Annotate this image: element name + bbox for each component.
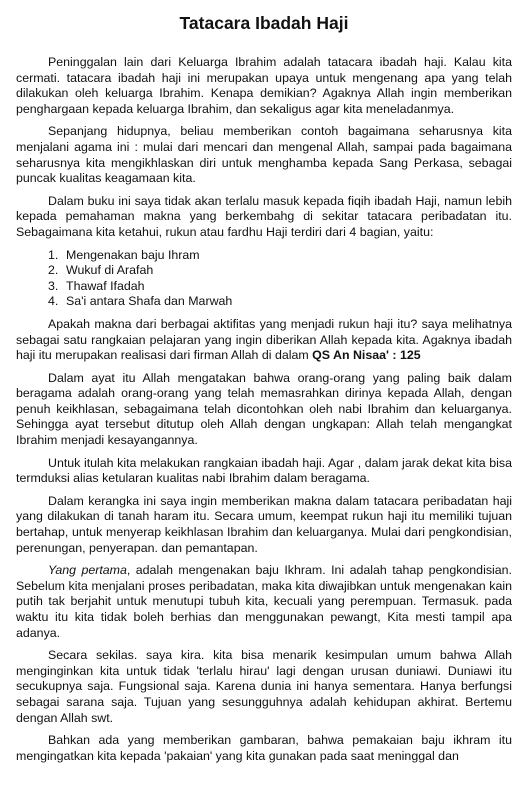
paragraph-verse-explanation: Dalam ayat itu Allah mengatakan bahwa orang-orang yang paling baik dalam beragama adalah orang-orang yang telah memasrahkan dirinya kepada Allah, dengan penuh keikhlasan, sebagaimana telah dicontohkan oleh nabi Ibrahim dan keluarganya. Sehingga ayat tersebut ditutup oleh Allah dengan ungkapan: Allah telah mengangkat Ibrahim menjadi kesayangannya. [16,370,512,448]
list-text: Sa'i antara Shafa dan Marwah [66,294,233,309]
list-text: Mengenakan baju Ihram [66,247,200,262]
list-item [16,294,512,310]
list-number: 4. [48,294,59,309]
list-number: 3. [48,278,59,293]
list-text: Wukuf di Arafah [66,263,154,278]
paragraph-conclusion: Secara sekilas. saya kira. kita bisa menarik kesimpulan umum bahwa Allah menginginkan kita untuk tidak 'terlalu hirau' lagi dengan urusan duniawi. Duniawi itu secukupnya saja. Fungsional saja. Karena dunia ini hanya sementara. Hanya berfungsi sebagai sarana saja. Tujuan yang sesungguhnya adalah kehidupan akhirat. Bertemu dengan Allah swt. [16,648,512,725]
paragraph-first-stage [16,563,512,641]
paragraph-meaning-text: Apakah makna dari berbagai aktifitas yang menjadi rukun haji itu? saya melihatnya sebagai satu rangkaian pelajaran yang ingin diberikan Allah kepada kita. Agaknya ibadah haji itu merupakan realisasi dari firman Allah di dalam [16,316,512,363]
page-title: Tatacara Ibadah Haji [179,13,349,33]
paragraph-framework: Dalam kerangka ini saya ingin memberikan makna dalam tatacara peribadatan haji yang dilakukan di tanah haram itu. Secara umum, keempat rukun haji itu memiliki tujuan bertahap, untuk menyerap keikhlasan Ibrahim dan keluarganya. Mulai dari pengkondisian, perenungan, penyerapan. dan pemantapan. [16,493,512,555]
list-text: Thawaf Ifadah [66,278,145,293]
quran-reference: QS An Nisaa' : 125 [312,348,421,363]
rukun-haji-list [16,248,512,310]
paragraph-meaning [16,317,512,364]
paragraph-book-scope: Dalam buku ini saya tidak akan terlalu masuk kepada fiqih ibadah Haji, namun lebih kepada pemahaman makna yang berkembahg di sekitar tatacara peribadatan itu. Sebagaimana kita ketahui, rukun atau fardhu Haji terdiri dari 4 bagian, yaitu: [16,193,512,239]
paragraph-intro: Peninggalan lain dari Keluarga Ibrahim adalah tatacara ibadah haji. Kalau kita cermati. tatacara ibadah haji ini merupakan upaya untuk mengenang apa yang telah dilakukan oleh keluarga Ibrahim. Kenapa demikian? Agaknya Allah ingin memberikan penghargaan kepada keluarga Ibrahim, dan sekaligus agar kita meneladanmya. [16,55,512,116]
list-item [16,248,512,264]
list-number: 2. [48,263,59,278]
paragraph-purpose: Untuk itulah kita melakukan rangkaian ibadah haji. Agar , dalam jarak dekat kita bisa termduksi alias ketularan kualitas nabi Ibrahim dalam beragama. [16,455,512,486]
list-item [16,279,512,295]
list-number: 1. [48,247,59,262]
paragraph-ihram-meaning: Bahkan ada yang memberikan gambaran, bahwa pemakaian baju ikhram itu mengingatkan kita kepada 'pakaian' yang kita gunakan pada saat meninggal dan [16,733,512,763]
first-stage-text: , adalah mengenakan baju Ikhram. Ini adalah tahap pengkondisian. Sebelum kita menjalani proses peribadatan, maka kita diwajibkan untuk mengenakan kain putih tak berjahit untuk menutupi tubuh kita, kecuali yang perempuan. Termasuk. pada waktu itu kita tidak boleh berhias dan menggunakan pewangt, Kita mesti tampil apa adanya. [16,563,512,640]
first-stage-label: Yang pertama [48,563,127,578]
list-item [16,263,512,279]
paragraph-life-example: Sepanjang hidupnya, beliau memberikan contoh bagaimana seharusnya kita menjalani agama ini : mulai dari mencari dan mengenal Allah, sampai pada bagaimana seharusnya kita mengikhlaskan diri untuk menghamba kepada Sang Perkasa, sebagai puncak kualitas keagamaan kita. [16,124,512,186]
